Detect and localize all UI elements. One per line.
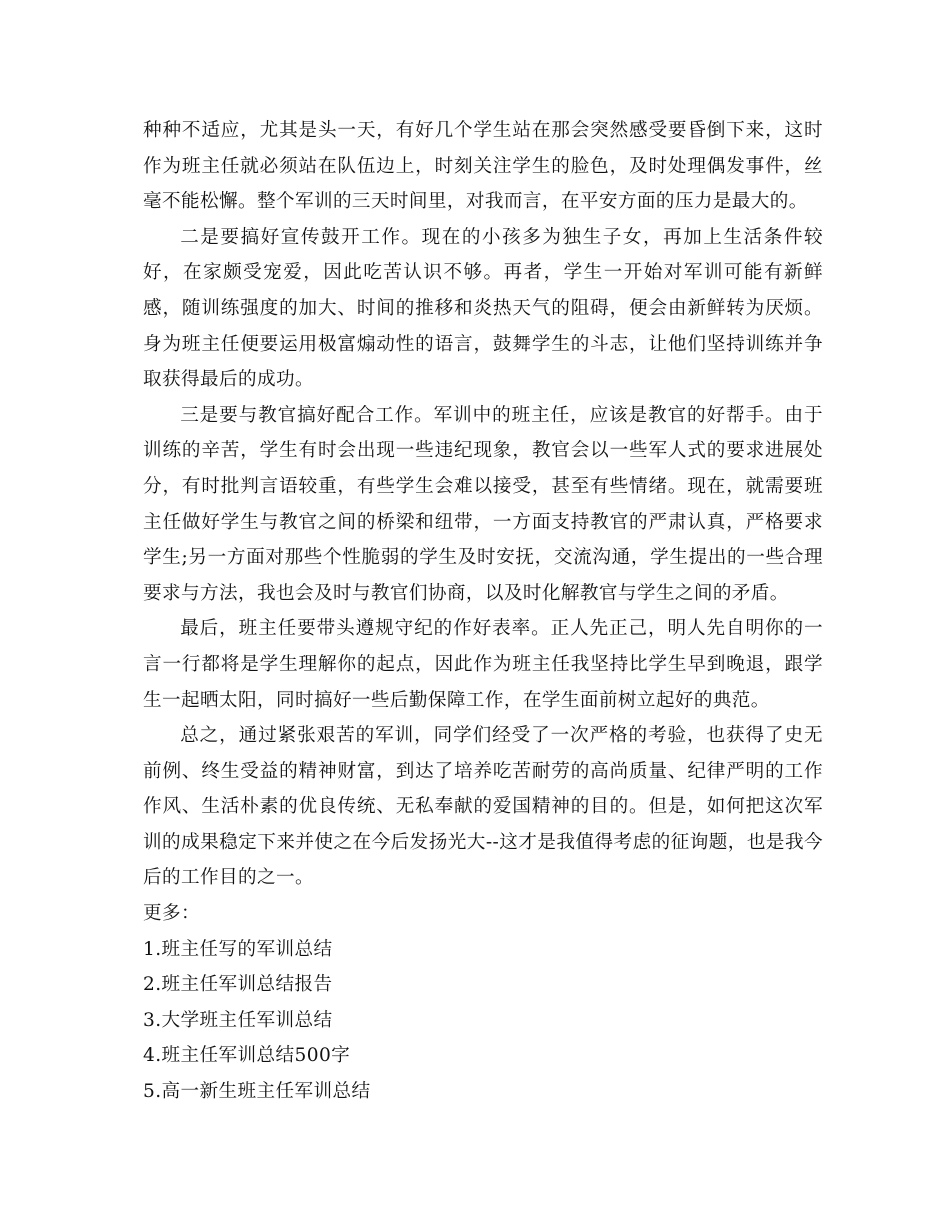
related-link-text: 3.大学班主任军训总结 <box>143 1009 333 1031</box>
related-link-text: 2.班主任军训总结报告 <box>143 974 333 996</box>
related-link-text: 4.班主任军训总结500字 <box>143 1045 351 1067</box>
related-links-list <box>143 932 823 1110</box>
related-link-text: 5.高一新生班主任军训总结 <box>143 1081 371 1103</box>
related-link-5[interactable] <box>143 1074 823 1110</box>
document-body <box>143 113 823 1110</box>
paragraph-instructor-cooperation: 三是要与教官搞好配合工作。军训中的班主任，应该是教官的好帮手。由于训练的辛苦，学生有时会出现一些违纪现象，教官会以一些军人式的要求进展处分，有时批判言语较重，有些学生会难以接受，甚至有些情绪。现在，就需要班主任做好学生与教官之间的桥梁和纽带，一方面支持教官的严肃认真，严格要求学生;另一方面对那些个性脆弱的学生及时安抚，交流沟通，学生提出的一些合理要求与方法，我也会及时与教官们协商，以及时化解教官与学生之间的矛盾。 <box>143 404 823 604</box>
paragraph-continuation: 种种不适应，尤其是头一天，有好几个学生站在那会突然感受要昏倒下来，这时作为班主任就必须站在队伍边上，时刻关注学生的脸色，及时处理偶发事件，丝毫不能松懈。整个军训的三天时间里，对我而言，在平安方面的压力是最大的。 <box>143 120 823 213</box>
more-label: 更多： <box>143 903 200 925</box>
paragraph-conclusion: 总之，通过紧张艰苦的军训，同学们经受了一次严格的考验，也获得了史无前例、终生受益的精神财富，到达了培养吃苦耐劳的高尚质量、纪律严明的工作作风、生活朴素的优良传统、无私奉献的爱国精神的目的。但是，如何把这次军训的成果稳定下来并使之在今后发扬光大--这才是我值得考虑的征询题，也是我今后的工作目的之一。 <box>143 725 823 889</box>
related-link-text: 1.班主任写的军训总结 <box>143 938 333 960</box>
related-link-2[interactable] <box>143 967 823 1003</box>
paragraph-publicity: 二是要搞好宣传鼓开工作。现在的小孩多为独生子女，再加上生活条件较好，在家颇受宠爱，因此吃苦认识不够。再者，学生一开始对军训可能有新鲜感，随训练强度的加大、时间的推移和炎热天气的阻碍，便会由新鲜转为厌烦。身为班主任便要运用极富煽动性的语言，鼓舞学生的斗志，让他们坚持训练并争取获得最后的成功。 <box>143 226 823 391</box>
related-link-3[interactable] <box>143 1003 823 1039</box>
paragraph-role-model: 最后，班主任要带头遵规守纪的作好表率。正人先正己，明人先自明你的一言一行都将是学生理解你的起点，因此作为班主任我坚持比学生早到晚退，跟学生一起晒太阳，同时搞好一些后勤保障工作，在学生面前树立起好的典范。 <box>143 618 823 711</box>
related-link-1[interactable] <box>143 932 823 968</box>
related-link-4[interactable] <box>143 1038 823 1074</box>
